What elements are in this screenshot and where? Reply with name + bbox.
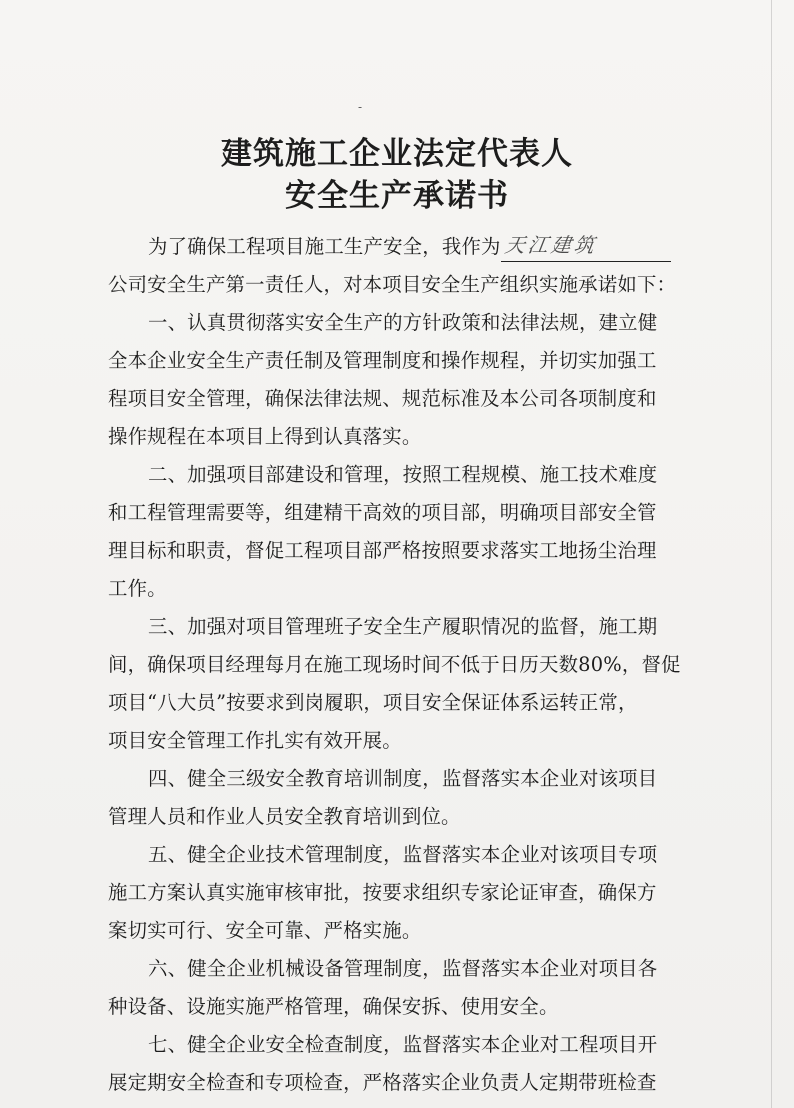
- clause-5-line: 五、健全企业技术管理制度，监督落实本企业对该项目专项: [148, 843, 658, 866]
- clause-2-line: 二、加强项目部建设和管理，按照工程规模、施工技术难度: [148, 463, 658, 486]
- clause-6-line: 种设备、设施实施严格管理，确保安拆、使用安全。: [108, 995, 559, 1018]
- clause-3-line: 项目安全管理工作扎实有效开展。: [108, 729, 402, 752]
- clause-1-line: 一、认真贯彻落实安全生产的方针政策和法律法规，建立健: [148, 311, 658, 334]
- clause-4-line: 四、健全三级安全教育培训制度，监督落实本企业对该项目: [148, 767, 658, 790]
- clause-5-line: 案切实可行、安全可靠、严格实施。: [108, 919, 422, 942]
- clause-7-line: 展定期安全检查和专项检查，严格落实企业负责人定期带班检查: [108, 1071, 657, 1094]
- handwritten-company-name: 天江建筑: [502, 233, 599, 257]
- clause-1-line: 全本企业安全生产责任制及管理制度和操作规程，并切实加强工: [108, 349, 657, 372]
- company-name-blank: [501, 233, 671, 266]
- clause-4-line: 管理人员和作业人员安全教育培训到位。: [108, 805, 461, 828]
- clause-6-line: 六、健全企业机械设备管理制度，监督落实本企业对项目各: [148, 957, 658, 980]
- clause-5-line: 施工方案认真实施审核审批，按要求组织专家论证审查，确保方: [108, 881, 657, 904]
- clause-1-line: 操作规程在本项目上得到认真落实。: [108, 425, 422, 448]
- clause-1-line: 程项目安全管理，确保法律法规、规范标准及本公司各项制度和: [108, 387, 657, 410]
- document-body: [108, 228, 708, 1102]
- page-mark: -: [358, 100, 363, 114]
- intro-line-2: 公司安全生产第一责任人，对本项目安全生产组织实施承诺如下：: [108, 273, 677, 296]
- document-title-line2: 安全生产承诺书: [285, 178, 509, 214]
- clause-3-line: 项目“八大员”按要求到岗履职，项目安全保证体系运转正常，: [108, 691, 638, 714]
- document-title-line1: 建筑施工企业法定代表人: [221, 136, 573, 172]
- clause-2-line: 和工程管理需要等，组建精干高效的项目部，明确项目部安全管: [108, 501, 657, 524]
- intro-text: 为了确保工程项目施工生产安全，我作为: [148, 235, 501, 258]
- clause-3-line: 三、加强对项目管理班子安全生产履职情况的监督，施工期: [148, 615, 658, 638]
- clause-2-line: 工作。: [108, 577, 167, 600]
- clause-7-line: 七、健全企业安全检查制度，监督落实本企业对工程项目开: [148, 1033, 658, 1056]
- clause-2-line: 理目标和职责，督促工程项目部严格按照要求落实工地扬尘治理: [108, 539, 657, 562]
- clause-3-line: 间，确保项目经理每月在施工现场时间不低于日历天数80%，督促: [108, 653, 681, 676]
- intro-line: [108, 228, 708, 266]
